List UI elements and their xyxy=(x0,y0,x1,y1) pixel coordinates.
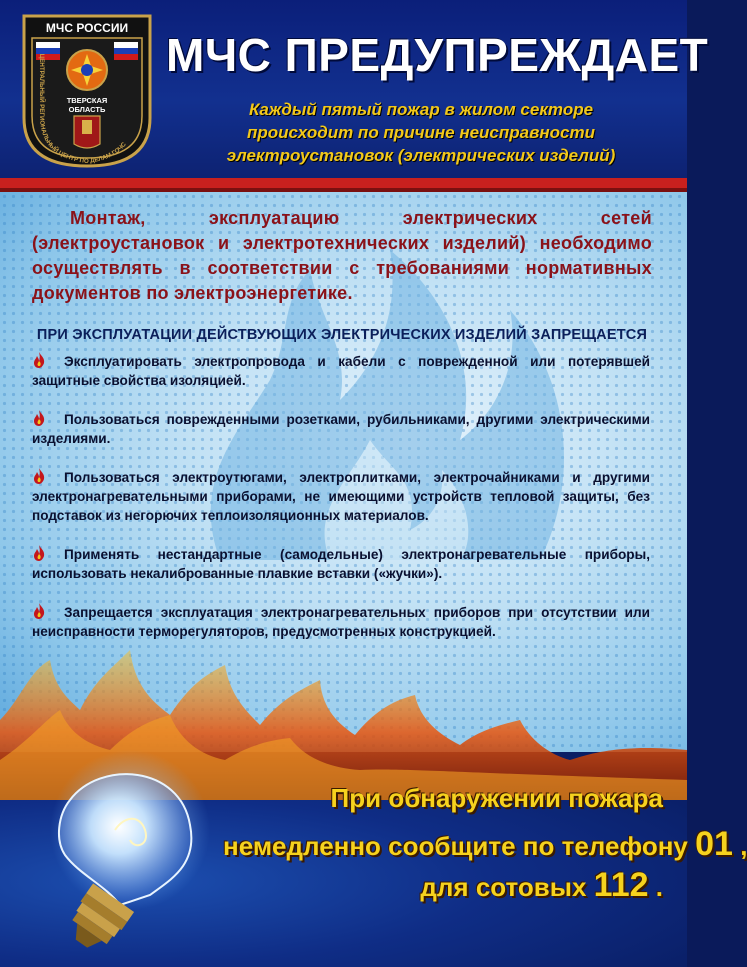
list-item xyxy=(32,352,650,390)
intro-paragraph xyxy=(32,206,652,306)
flame-bullet-icon xyxy=(32,468,46,484)
emblem-region-line1: ТВЕРСКАЯ xyxy=(66,96,108,105)
emblem-region-line2: ОБЛАСТЬ xyxy=(68,105,106,114)
cta-line-3 xyxy=(223,866,663,905)
subtitle-line-2: происходит по причине неисправности xyxy=(247,123,595,142)
section-heading: ПРИ ЭКСПЛУАТАЦИИ ДЕЙСТВУЮЩИХ ЭЛЕКТРИЧЕСКИХ ИЗДЕЛИЙ ЗАПРЕЩАЕТСЯ xyxy=(36,327,648,343)
flame-bullet-icon xyxy=(32,410,46,426)
flame-bullet-icon xyxy=(32,603,46,619)
list-item-text: Пользоваться электроутюгами, электроплитками, электрочайниками и другими электронагревательными приборами, не имеющими устройств тепловой защиты, без подставок из негорючих теплоизоляционных материалов. xyxy=(32,470,650,523)
cta-phone-text: немедленно сообщите по телефону xyxy=(223,831,688,861)
subtitle-line-3: электроустановок (электрических изделий) xyxy=(226,146,616,165)
intro-text: Монтаж, эксплуатацию электрических сетей (электроустановок и электротехнических изделий) необходимо осуществлять в соответствии с требованиями нормативных документов по электроэнергетике. xyxy=(32,208,652,303)
mchs-emblem-icon xyxy=(18,8,156,168)
cta-mobile-number: 112 xyxy=(593,866,649,904)
emblem-top-text: МЧС РОССИИ xyxy=(45,21,129,35)
emblem-ring-text: ЦЕНТРАЛЬНЫЙ РЕГИОНАЛЬНЫЙ ЦЕНТР ПО ДЕЛАМ ГОЧС xyxy=(37,53,128,166)
cta-line-1: При обнаружении пожара xyxy=(330,783,663,813)
header-subtitle xyxy=(166,98,676,167)
list-item-text: Пользоваться поврежденными розетками, рубильниками, другими электрическими изделиями. xyxy=(32,412,650,446)
page-title: МЧС ПРЕДУПРЕЖДАЕТ xyxy=(166,29,709,81)
list-item-text: Запрещается эксплуатация электронагревательных приборов при отсутствии или неисправности терморегуляторов, предусмотренных конструкцией. xyxy=(32,605,650,639)
cta-line-2 xyxy=(223,825,747,864)
list-item xyxy=(32,545,650,583)
light-bulb-icon xyxy=(10,745,220,955)
cta-mobile-text: для сотовых xyxy=(420,872,587,902)
list-item xyxy=(32,410,650,448)
list-item xyxy=(32,468,650,525)
subtitle-line-1: Каждый пятый пожар в жилом секторе xyxy=(248,100,594,119)
header-divider xyxy=(0,178,687,188)
flame-bullet-icon xyxy=(32,545,46,561)
list-item-text: Применять нестандартные (самодельные) электронагревательные приборы, использовать некалиброванные плавкие вставки («жучки»). xyxy=(32,547,650,581)
flame-bullet-icon xyxy=(32,352,46,368)
prohibition-list xyxy=(32,352,650,661)
cta-mobile-end: . xyxy=(655,872,663,902)
cta-phone-number: 01 xyxy=(695,825,733,863)
list-item xyxy=(32,603,650,641)
list-item-text: Эксплуатировать электропровода и кабели с поврежденной или потерявшей защитные свойства изоляцией. xyxy=(32,354,650,388)
cta-phone-end: , xyxy=(740,831,747,861)
